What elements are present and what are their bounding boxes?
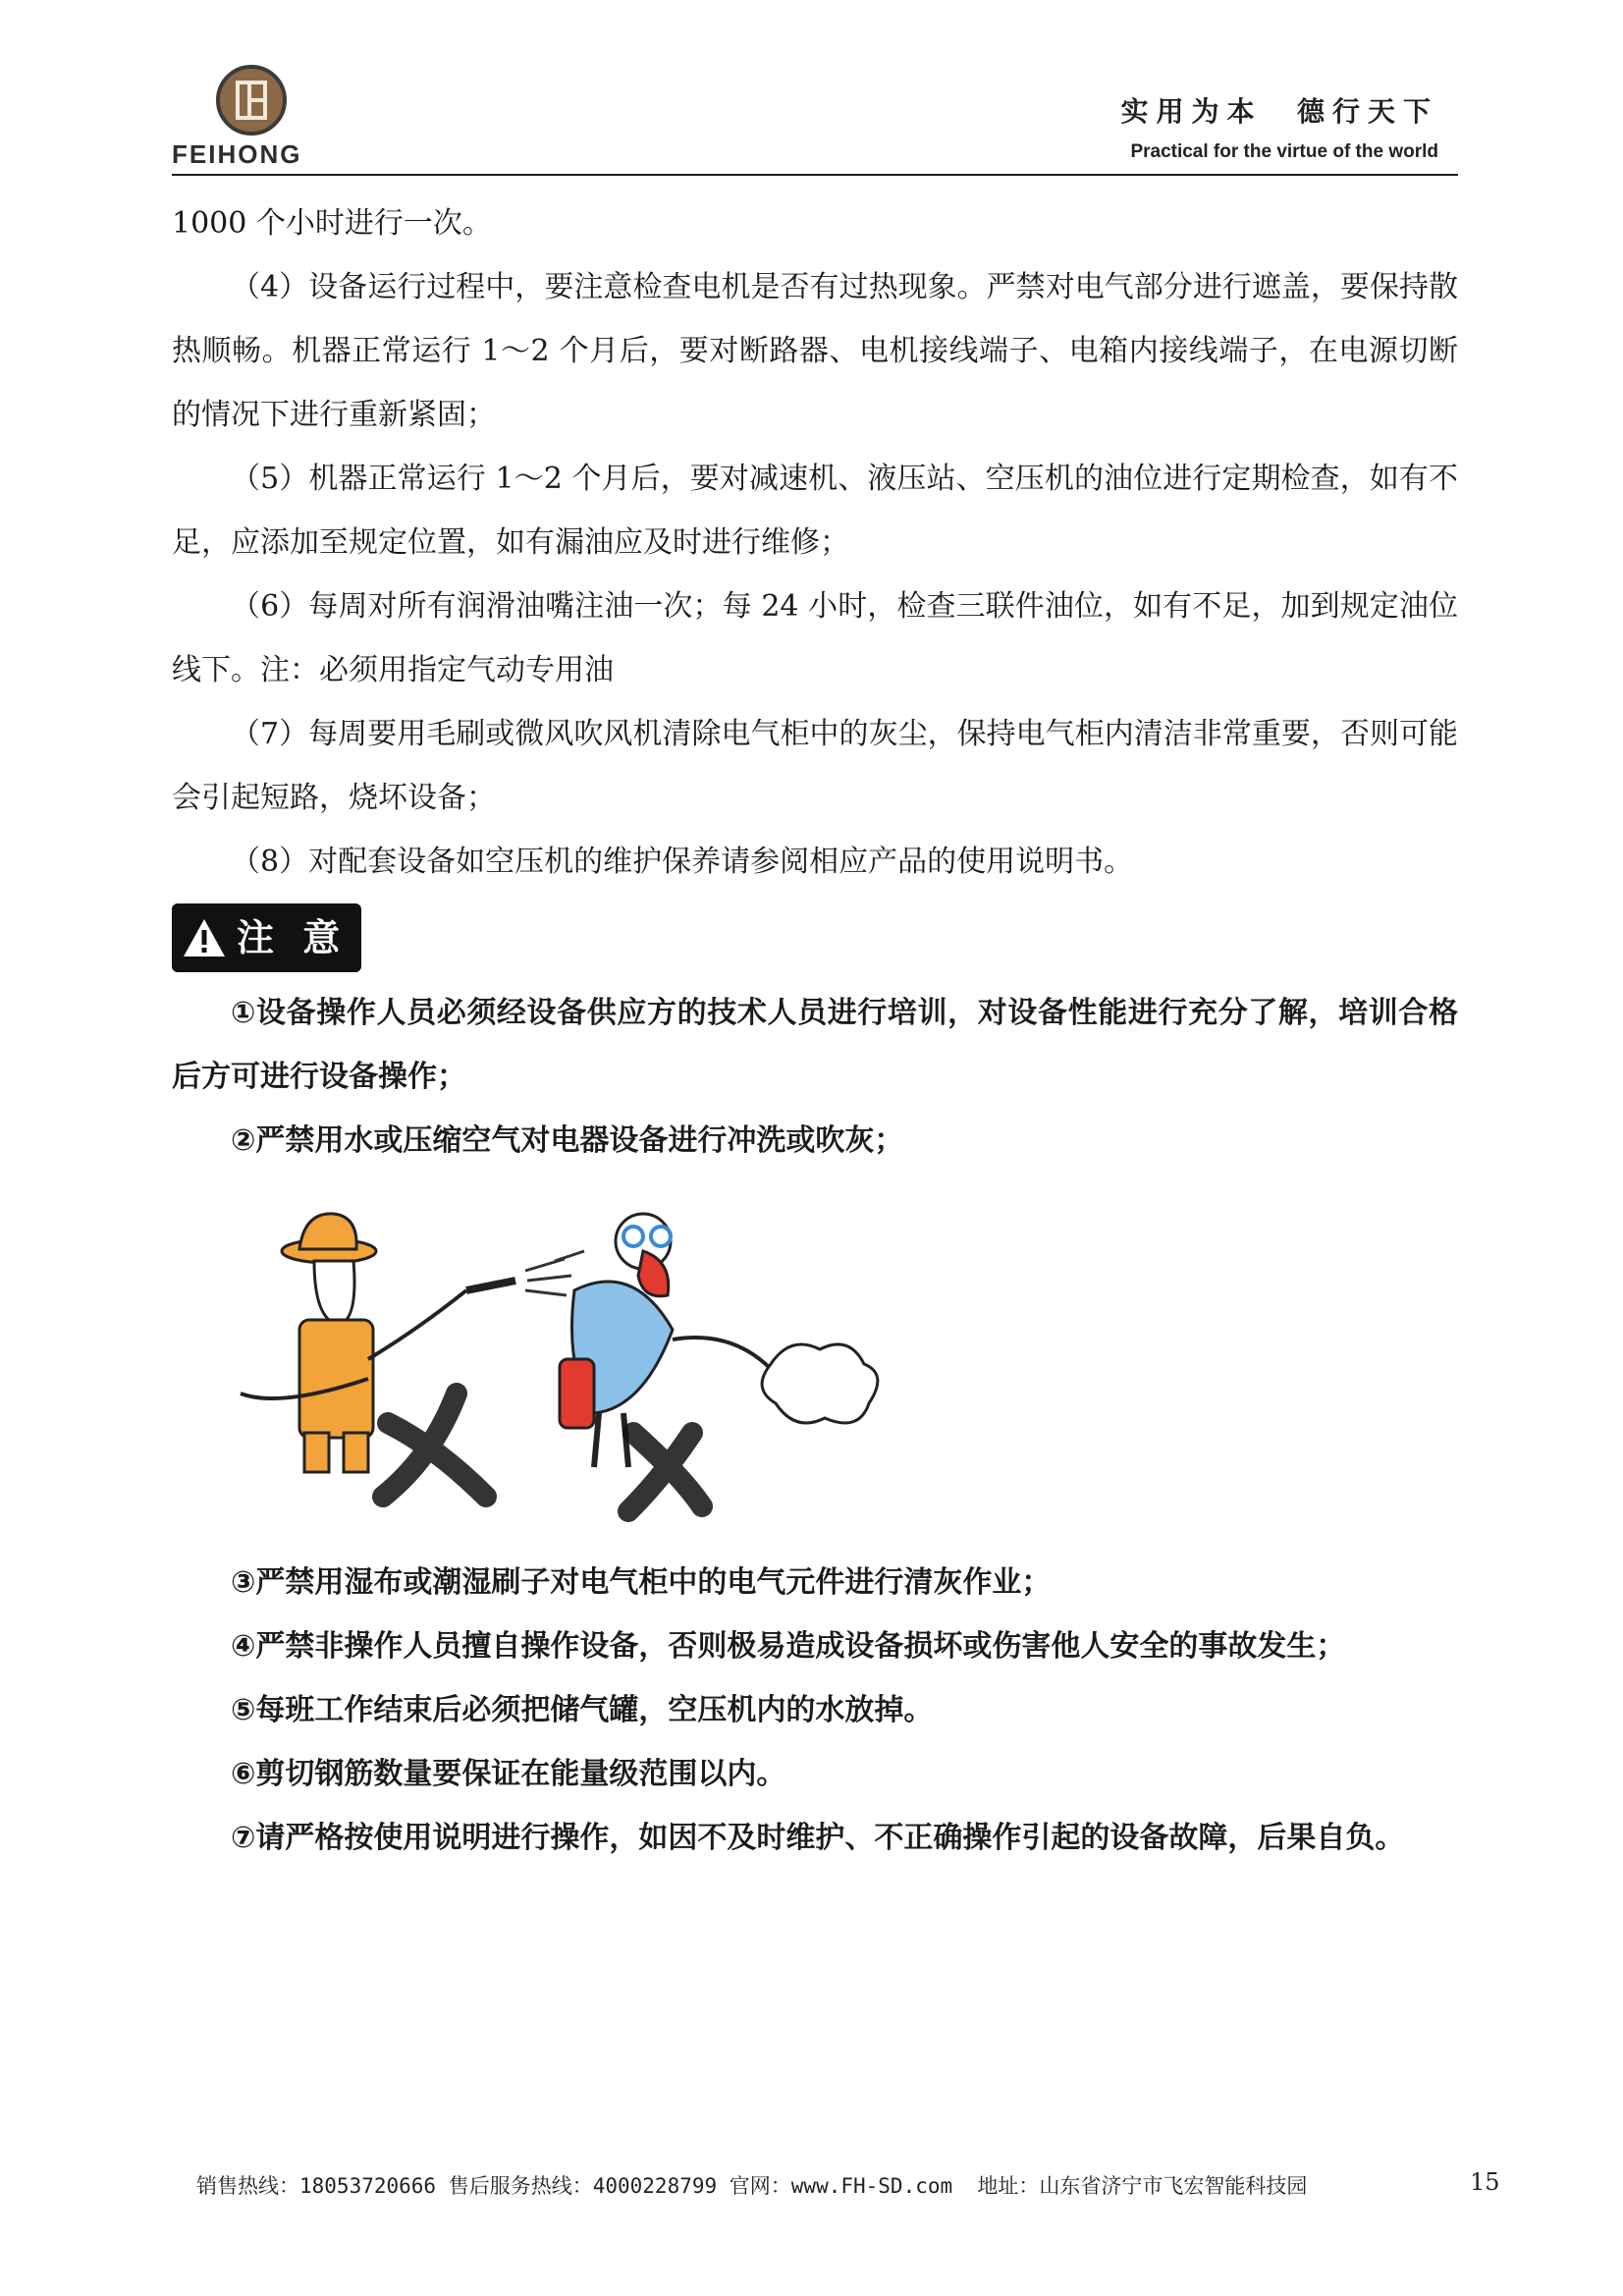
caution-item-4: ④严禁非操作人员擅自操作设备，否则极易造成设备损坏或伤害他人安全的事故发生； <box>231 1629 1346 1664</box>
logo-text: FEIHONG <box>172 139 302 169</box>
no-water-no-air-illustration <box>221 1182 1006 1536</box>
paragraph-item-4: （4）设备运行过程中，要注意检查电机是否有过热现象。严禁对电气部分进行遮盖，要保持散热顺畅。机器正常运行 1～2 个月后，要对断路器、电机接线端子、电箱内接线端子，在电源切断的情况下进行重新紧固； <box>172 270 1458 432</box>
feihong-logo <box>172 59 339 172</box>
page-footer: 销售热线：18053720666 售后服务热线：4000228799 官网：www.FH-SD.com 地址：山东省济宁市飞宏智能科技园 <box>196 2174 1308 2198</box>
warning-illustration <box>172 1182 1458 1551</box>
warning-triangle-icon <box>182 917 227 958</box>
slogan-english: Practical for the virtue of the world <box>1130 141 1438 162</box>
page-header <box>172 59 1458 177</box>
air-blower-figure <box>560 1214 878 1467</box>
logo-emblem-icon <box>216 65 287 136</box>
paragraph-continued: 1000 个小时进行一次。 <box>172 206 492 241</box>
page-number: 15 <box>1470 2168 1500 2196</box>
paragraph-item-6: （6）每周对所有润滑油嘴注油一次；每 24 小时，检查三联件油位，如有不足，加到规定油位线下。注：必须用指定气动专用油 <box>172 589 1458 687</box>
slogan-chinese: 实用为本 德行天下 <box>1120 95 1438 128</box>
caution-banner <box>172 903 361 972</box>
caution-label: 注 意 <box>237 916 349 959</box>
caution-item-2: ②严禁用水或压缩空气对电器设备进行冲洗或吹灰； <box>231 1123 904 1158</box>
paragraph-item-7: （7）每周要用毛刷或微风吹风机清除电气柜中的灰尘，保持电气柜内清洁非常重要，否则可能会引起短路，烧坏设备； <box>172 717 1458 815</box>
page-body <box>172 191 1458 1870</box>
caution-item-6: ⑥剪切钢筋数量要保证在能量级范围以内。 <box>231 1757 786 1791</box>
caution-item-3: ③严禁用湿布或潮湿刷子对电气柜中的电气元件进行清灰作业； <box>231 1565 1052 1600</box>
paragraph-item-8: （8）对配套设备如空压机的维护保养请参阅相应产品的使用说明书。 <box>231 845 1134 879</box>
cross-mark-2 <box>628 1433 702 1511</box>
caution-item-5: ⑤每班工作结束后必须把储气罐，空压机内的水放掉。 <box>231 1693 934 1727</box>
header-divider <box>172 174 1458 176</box>
caution-item-1: ①设备操作人员必须经设备供应方的技术人员进行培训，对设备性能进行充分了解，培训合格后方可进行设备操作； <box>172 996 1458 1094</box>
paragraph-item-5: （5）机器正常运行 1～2 个月后，要对减速机、液压站、空压机的油位进行定期检查，如有不足，应添加至规定位置，如有漏油应及时进行维修； <box>172 462 1458 560</box>
cross-mark-1 <box>383 1394 486 1497</box>
caution-item-7: ⑦请严格按使用说明进行操作，如因不及时维护、不正确操作引起的设备故障，后果自负。 <box>231 1821 1405 1855</box>
